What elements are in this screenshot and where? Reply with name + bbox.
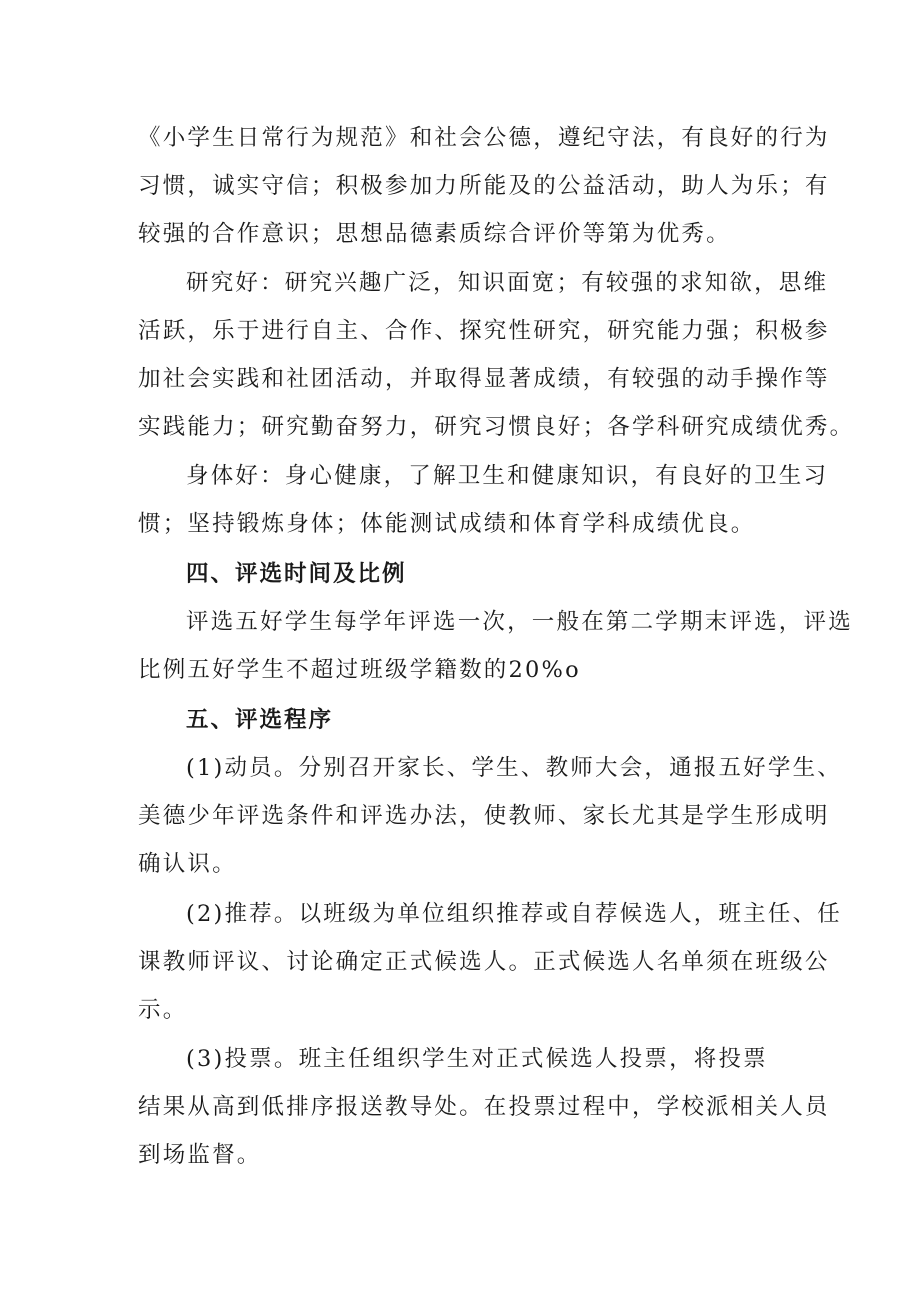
study-para-line-2: 活跃，乐于进行自主、合作、探究性研究，研究能力强；积极参 [138, 318, 830, 344]
health-para-line-1: 身体好：身心健康，了解卫生和健康知识，有良好的卫生习 [186, 463, 829, 489]
section-4-line-1: 评选五好学生每学年评选一次，一般在第二学期末评选，评选 [186, 609, 853, 635]
study-para-line-1: 研究好：研究兴趣广泛，知识面宽；有较强的求知欲，思维 [186, 270, 829, 296]
step-2-line-3: 示。 [138, 997, 188, 1023]
step-1-line-3: 确认识。 [138, 851, 237, 877]
step-1-line-2: 美德少年评选条件和评选办法，使教师、家长尤其是学生形成明 [138, 803, 830, 829]
section-4-heading: 四、评选时间及比例 [186, 561, 407, 587]
step-2-line-2: 课教师评议、讨论确定正式候选人。正式候选人名单须在班级公 [138, 949, 830, 975]
step-2-line-1: (2)推荐。以班级为单位组织推荐或自荐候选人，班主任、任 [186, 901, 842, 927]
section-4-line-2: 比例五好学生不超过班级学籍数的20%o [138, 657, 581, 683]
moral-para-line-1: 《小学生日常行为规范》和社会公德，遵纪守法，有良好的行为 [138, 125, 830, 151]
health-para-line-2: 惯；坚持锻炼身体；体能测试成绩和体育学科成绩优良。 [138, 511, 756, 537]
step-3-line-2: 结果从高到低排序报送教导处。在投票过程中，学校派相关人员 [138, 1094, 830, 1120]
moral-para-line-3: 较强的合作意识；思想品德素质综合评价等第为优秀。 [138, 221, 731, 247]
moral-para-line-2: 习惯，诚实守信；积极参加力所能及的公益活动，助人为乐；有 [138, 173, 830, 199]
step-3-line-1: (3)投票。班主任组织学生对正式候选人投票，将投票 [186, 1046, 768, 1072]
section-5-heading: 五、评选程序 [186, 707, 334, 733]
step-1-line-1: (1)动员。分别召开家长、学生、教师大会，通报五好学生、 [186, 755, 842, 781]
study-para-line-3: 加社会实践和社团活动，并取得显著成绩，有较强的动手操作等 [138, 366, 830, 392]
study-para-line-4: 实践能力；研究勤奋努力，研究习惯良好；各学科研究成绩优秀。 [138, 414, 855, 440]
step-3-line-3: 到场监督。 [138, 1142, 262, 1168]
